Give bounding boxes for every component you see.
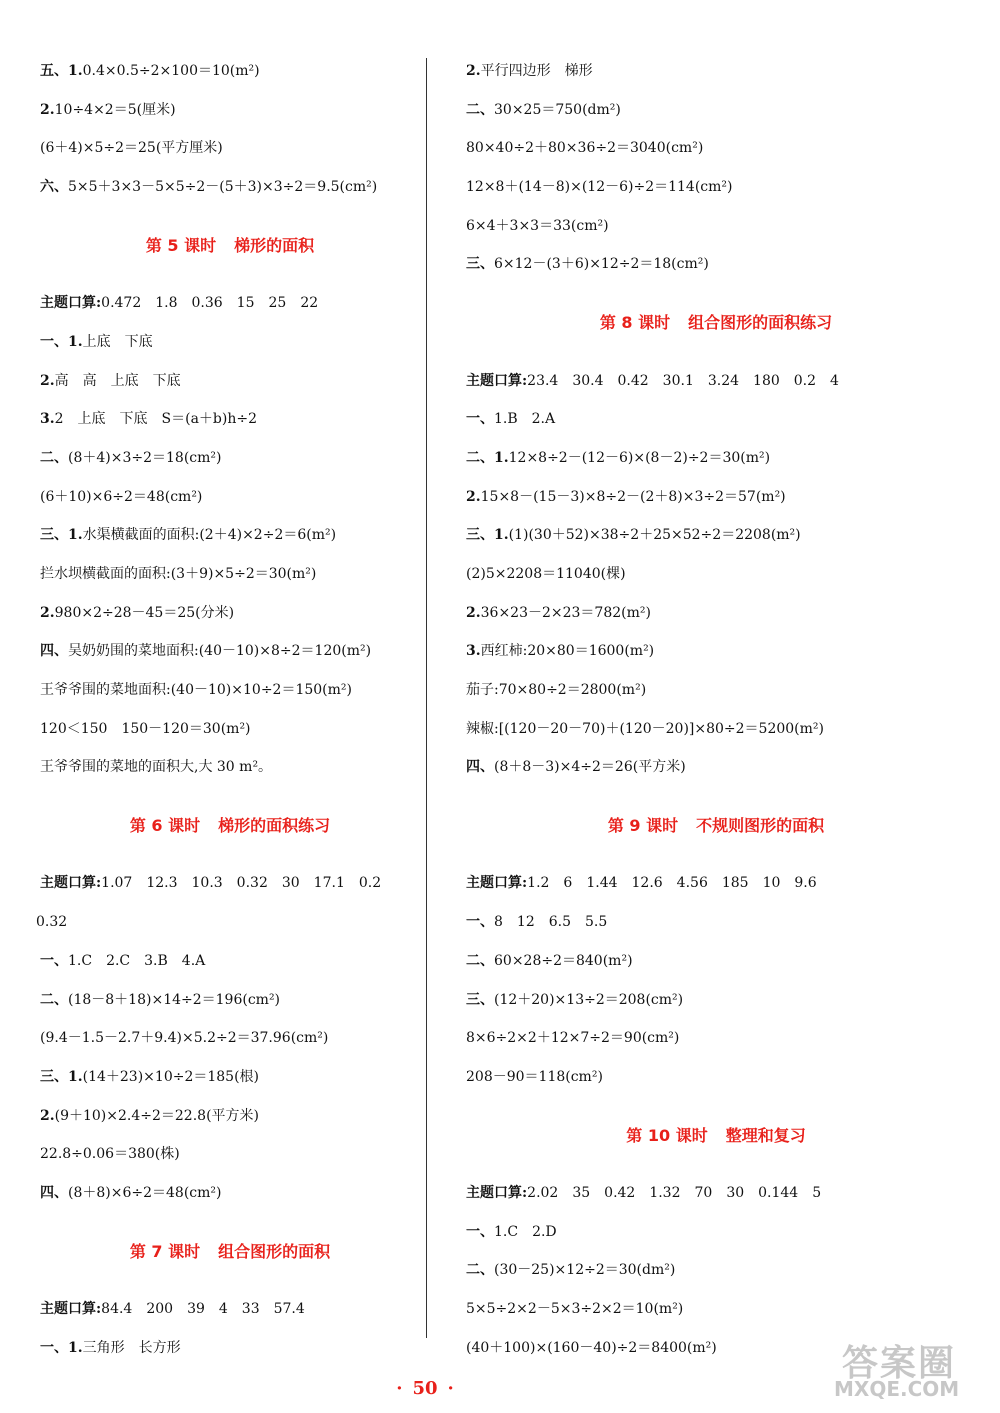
answer-label: 二、 [466,952,494,969]
watermark-text: 答案圈 [842,1343,957,1384]
watermark-logo [834,1335,984,1405]
answer-text: 980×2÷28－45＝25(分米) [54,604,235,621]
answer-label: 三、 [466,256,494,273]
question-number: 1. [68,527,83,544]
question-number: 2. [40,1107,55,1124]
answer-line [40,632,420,671]
answer-line [40,671,420,710]
answer-label: 主题口算: [40,875,102,892]
question-number: 2. [466,63,481,79]
answer-text: 6×12－(3＋6)×12÷2＝18(cm²) [494,256,709,273]
answer-line [40,1174,420,1213]
answer-text: (40＋100)×(160－40)÷2＝8400(m²) [466,1339,717,1356]
answer-line [40,91,420,130]
answer-text: (9＋10)×2.4÷2＝22.8(平方米) [54,1107,259,1124]
question-number: 2. [40,604,55,621]
answer-line [40,942,420,981]
answer-line [466,129,966,168]
left-column [36,52,420,1367]
answer-line [466,942,966,981]
answer-text: 2 上底 下底 S＝(a＋b)h÷2 [54,411,258,428]
answer-line [466,594,966,633]
answer-label: 六、 [40,179,68,196]
answer-line [40,362,420,401]
question-number: 2. [466,604,481,621]
answer-text: 80×40÷2＋80×36÷2＝3040(cm²) [466,140,704,157]
answer-text: (1)(30＋52)×38÷2＋25×52÷2＝2208(m²) [508,527,801,544]
right-column [466,52,966,1367]
answer-label: 三、 [466,991,494,1008]
answer-line [40,52,420,91]
answer-text: (18－8＋18)×14÷2＝196(cm²) [68,991,281,1008]
lesson-number: 第 5 课时 [145,235,217,255]
answer-line [40,1135,420,1174]
answer-label: 二、 [466,101,494,118]
answer-text: 22.8÷0.06＝380(株) [40,1146,180,1163]
answer-line [40,168,420,207]
answer-text: 84.4 200 39 4 33 57.4 [101,1301,305,1318]
lesson-title: 组合图形的面积 [218,1241,331,1261]
answer-text: (6＋4)×5÷2＝25(平方厘米) [40,140,223,157]
answer-text: (8＋8)×6÷2＝48(cm²) [68,1184,222,1201]
lesson-heading [40,787,420,864]
answer-line [466,478,966,517]
answer-line [40,1097,420,1136]
answer-line [466,1019,966,1058]
answer-text: 5×5＋3×3－5×5÷2－(5＋3)×3÷2＝9.5(cm²) [68,179,378,196]
answer-text: 高 高 上底 下底 [54,372,181,389]
answer-line [466,400,966,439]
answer-text: (8＋8－3)×4÷2＝26(平方米) [494,759,686,776]
answer-text: 208－90＝118(cm²) [466,1068,603,1085]
watermark-url: MXQE.COM [834,1377,960,1401]
answer-label: 主题口算: [40,295,102,312]
answer-text: 60×28÷2＝840(m²) [494,952,633,969]
answer-line [466,632,966,671]
lesson-heading [40,1213,420,1290]
answer-text: 三角形 长方形 [82,1339,181,1356]
question-number: 2. [40,101,55,118]
answer-label: 主题口算: [40,1301,102,1318]
lesson-number: 第 6 课时 [129,816,201,836]
answer-text: 拦水坝横截面的面积:(3＋9)×5÷2＝30(m²) [40,565,317,582]
answer-text: 10÷4×2＝5(厘米) [54,101,176,118]
lesson-heading [466,787,966,864]
lesson-title: 梯形的面积练习 [218,816,331,836]
answer-text: (9.4－1.5－2.7＋9.4)×5.2÷2＝37.96(cm²) [40,1030,329,1047]
answer-text: 0.32 [36,914,68,931]
answer-line [40,1058,420,1097]
answer-label: 二、 [466,449,494,466]
answer-text: (14＋23)×10÷2＝185(根) [82,1068,260,1085]
answer-text: 吴奶奶围的菜地面积:(40－10)×8÷2＝120(m²) [68,643,372,660]
answer-text: 水渠横截面的面积:(2＋4)×2÷2＝6(m²) [82,527,337,544]
answer-line [466,439,966,478]
lesson-title: 不规则图形的面积 [696,816,825,836]
answer-text: 30×25＝750(dm²) [494,101,621,118]
footer-dot-left: · [396,1378,403,1399]
answer-line [466,864,966,903]
answer-line [40,129,420,168]
answer-line [40,1019,420,1058]
question-number: 1. [494,449,509,466]
answer-text: 王爷爷围的菜地的面积大,大 30 m²。 [40,759,273,776]
answer-line [40,1329,420,1368]
answer-text: 23.4 30.4 0.42 30.1 3.24 180 0.2 4 [527,372,839,389]
answer-text: 2.02 35 0.42 1.32 70 30 0.144 5 [527,1184,822,1201]
question-number: 2. [466,488,481,505]
answer-text: 12×8÷2－(12－6)×(8－2)÷2＝30(m²) [508,449,771,466]
answer-line [466,1251,966,1290]
answer-text: 5×5÷2×2－5×3÷2×2＝10(m²) [466,1301,684,1318]
question-number: 1. [68,1339,83,1356]
lesson-title: 组合图形的面积练习 [688,313,833,333]
answer-text: 1.C 2.C 3.B 4.A [68,952,206,969]
question-number: 1. [68,1068,83,1085]
answer-line [40,284,420,323]
answer-label: 一、 [40,333,68,350]
answer-label: 一、 [466,411,494,428]
lesson-heading [466,1097,966,1174]
answer-text: (30－25)×12÷2＝30(dm²) [494,1262,676,1279]
lesson-number: 第 10 课时 [626,1125,708,1145]
answer-line [40,748,420,787]
answer-line [40,478,420,517]
answer-text: 8×6÷2×2＋12×7÷2＝90(cm²) [466,1030,680,1047]
answer-text: 1.2 6 1.44 12.6 4.56 185 10 9.6 [527,875,817,892]
answer-text: 6×4＋3×3＝33(cm²) [466,217,609,234]
answer-line [40,400,420,439]
answer-label: 五、 [40,63,68,79]
answer-text: 王爷爷围的菜地面积:(40－10)×10÷2＝150(m²) [40,682,352,699]
column-divider [426,58,427,1338]
answer-text: (6＋10)×6÷2＝48(cm²) [40,488,203,505]
question-number: 2. [40,372,55,389]
answer-text: 1.07 12.3 10.3 0.32 30 17.1 0.2 [101,875,382,892]
answer-label: 二、 [466,1262,494,1279]
lesson-title: 梯形的面积 [234,235,315,255]
answer-text: 1.B 2.A [494,411,556,428]
answer-line [466,362,966,401]
answer-label: 主题口算: [466,1184,528,1201]
answer-label: 四、 [40,1184,68,1201]
answer-line [466,710,966,749]
answer-text: 36×23－2×23＝782(m²) [480,604,651,621]
answer-line [466,207,966,246]
answer-text: 120＜150 150－120＝30(m²) [40,720,251,737]
answer-label: 四、 [40,643,68,660]
answer-text: (12＋20)×13÷2＝208(cm²) [494,991,684,1008]
answer-line [466,1058,966,1097]
answer-text: 12×8＋(14－8)×(12－6)÷2＝114(cm²) [466,179,733,196]
lesson-title: 整理和复习 [725,1125,806,1145]
answer-line [40,323,420,362]
lesson-number: 第 9 课时 [607,816,679,836]
answer-line [466,91,966,130]
answer-line [466,516,966,555]
answer-label: 主题口算: [466,372,528,389]
answer-label: 三、 [466,527,494,544]
answer-text: 8 12 6.5 5.5 [494,914,608,931]
answer-line [466,555,966,594]
answer-line [466,168,966,207]
footer-dot-right: · [447,1378,454,1399]
answer-text: 平行四边形 梯形 [480,63,593,79]
answer-label: 一、 [40,952,68,969]
answer-line [40,1290,420,1329]
lesson-number: 第 7 课时 [129,1241,201,1261]
answer-line [466,1174,966,1213]
answer-line [466,748,966,787]
answer-text: 15×8－(15－3)×8÷2－(2＋8)×3÷2＝57(m²) [480,488,786,505]
answer-label: 主题口算: [466,875,528,892]
answer-line [466,245,966,284]
answer-line [40,594,420,633]
lesson-heading [466,284,966,361]
answer-line [466,671,966,710]
answer-label: 三、 [40,1068,68,1085]
question-number: 3. [40,411,55,428]
answer-line [466,52,966,91]
answer-line [466,1290,966,1329]
page-number: 50 [412,1378,438,1399]
answer-line [466,903,966,942]
answer-line [40,555,420,594]
answer-text: 0.472 1.8 0.36 15 25 22 [101,295,319,312]
answer-text: 上底 下底 [82,333,153,350]
answer-line [40,864,420,903]
answer-line [40,981,420,1020]
answer-label: 一、 [466,1223,494,1240]
answer-text: 1.C 2.D [494,1223,557,1240]
question-number: 1. [494,527,509,544]
question-number: 1. [68,63,83,79]
answer-line [40,710,420,749]
lesson-number: 第 8 课时 [599,313,671,333]
answer-label: 一、 [466,914,494,931]
question-number: 1. [68,333,83,350]
answer-text: 辣椒:[(120－20－70)＋(120－20)]×80÷2＝5200(m²) [466,720,824,737]
answer-label: 二、 [40,991,68,1008]
answer-text: (2)5×2208＝11040(棵) [466,565,626,582]
answer-text: 西红柿:20×80＝1600(m²) [480,643,655,660]
answer-line [466,1213,966,1252]
page-footer [0,1378,850,1399]
answer-text: (8＋4)×3÷2＝18(cm²) [68,449,222,466]
answer-line [36,903,420,942]
answer-line [40,516,420,555]
answer-line [466,981,966,1020]
answer-text: 0.4×0.5÷2×100＝10(m²) [82,63,260,79]
lesson-heading [40,207,420,284]
answer-label: 三、 [40,527,68,544]
answer-label: 二、 [40,449,68,466]
answer-label: 四、 [466,759,494,776]
answer-text: 茄子:70×80÷2＝2800(m²) [466,682,647,699]
question-number: 3. [466,643,481,660]
answer-label: 一、 [40,1339,68,1356]
answer-line [40,439,420,478]
